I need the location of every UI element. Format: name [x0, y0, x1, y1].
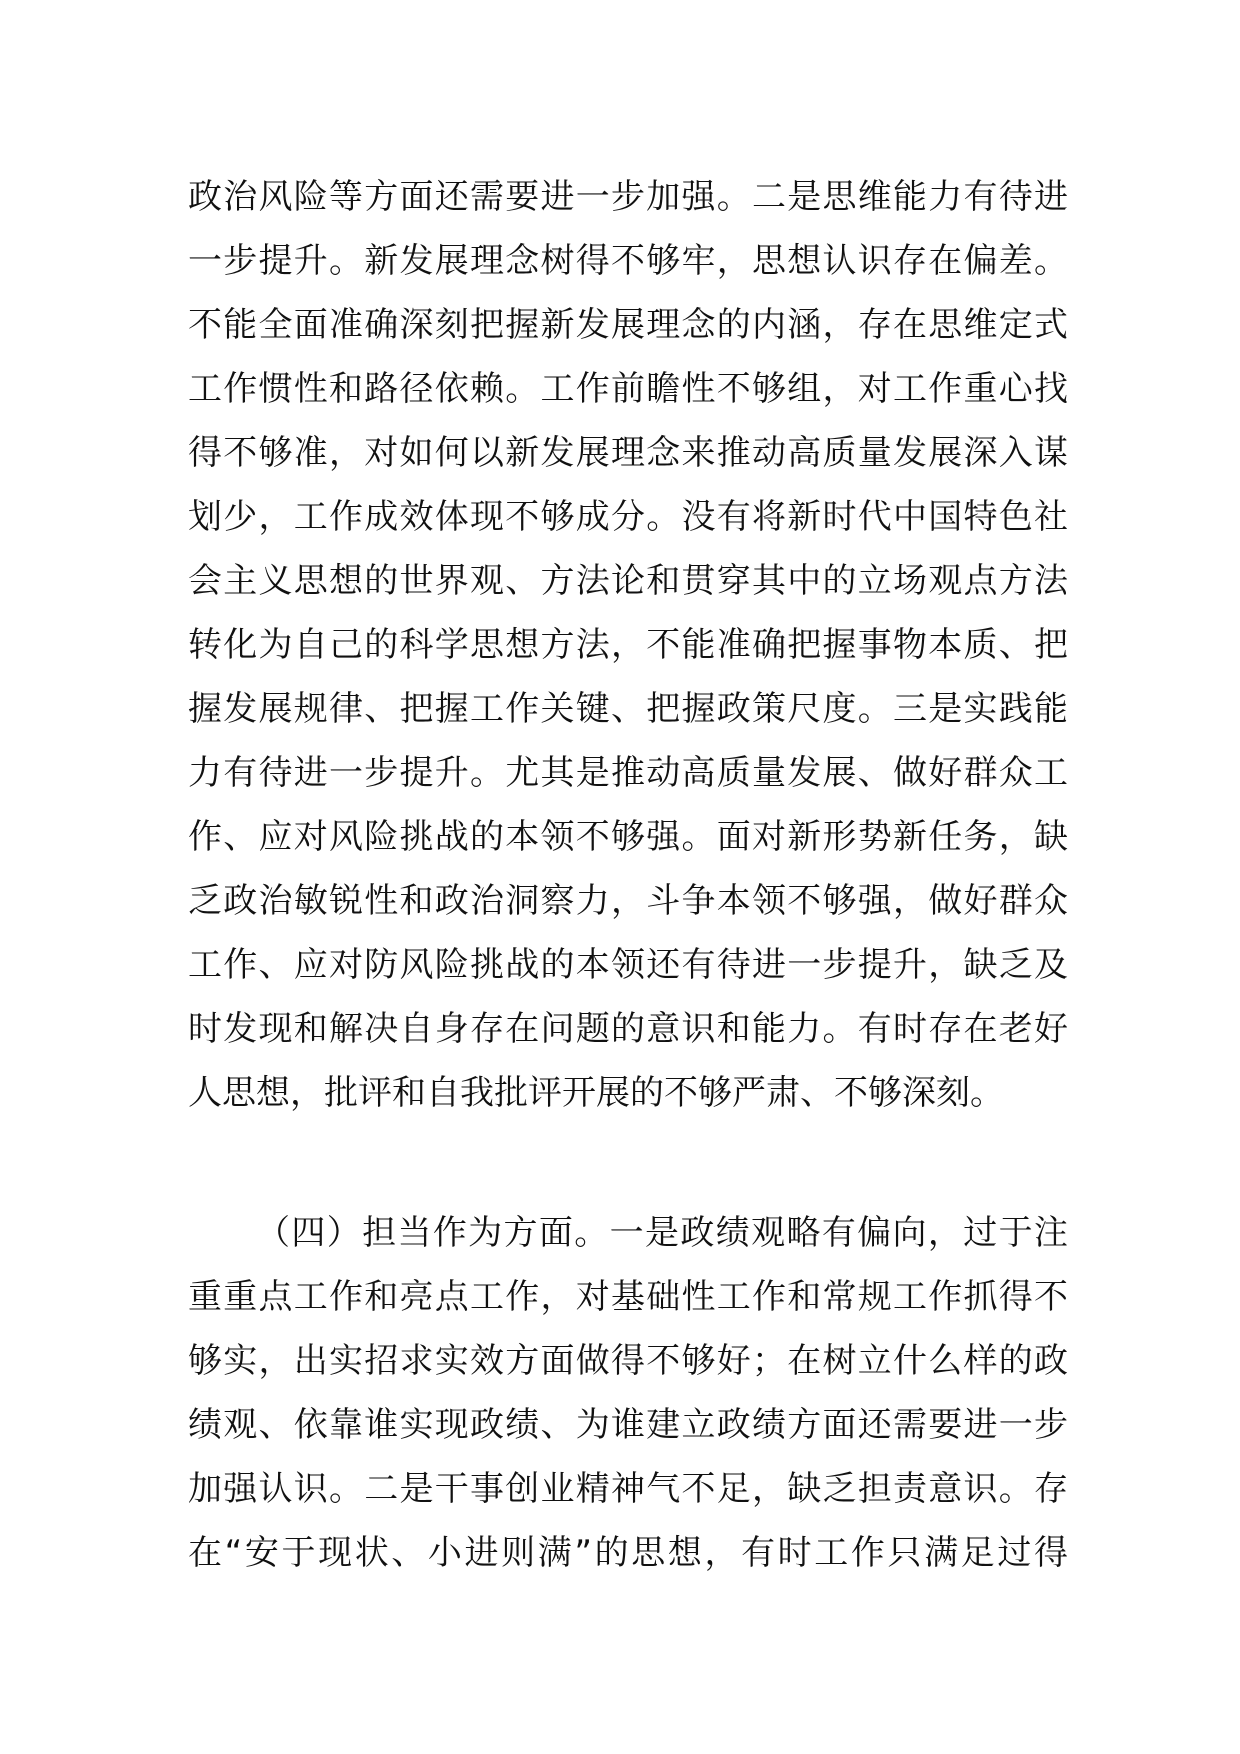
text-line: 政治风险等方面还需要进一步加强。二是思维能力有待进 — [188, 177, 1068, 217]
text-line: 转化为自己的科学思想方法，不能准确把握事物本质、把 — [188, 625, 1068, 665]
text-line: 时发现和解决自身存在问题的意识和能力。有时存在老好 — [188, 1009, 1068, 1049]
text-line: 会主义思想的世界观、方法论和贯穿其中的立场观点方法 — [188, 561, 1068, 601]
text-line: 不能全面准确深刻把握新发展理念的内涵，存在思维定式 — [188, 305, 1068, 345]
text-line: 在“安于现状、小进则满”的思想，有时工作只满足过得 — [188, 1533, 1068, 1573]
text-line: 一步提升。新发展理念树得不够牢，思想认识存在偏差。 — [188, 241, 1068, 281]
text-line: 握发展规律、把握工作关键、把握政策尺度。三是实践能 — [188, 689, 1068, 729]
text-line: 工作惯性和路径依赖。工作前瞻性不够组，对工作重心找 — [188, 369, 1068, 409]
text-line: 够实，出实招求实效方面做得不够好；在树立什么样的政 — [188, 1341, 1068, 1381]
text-line: 绩观、依靠谁实现政绩、为谁建立政绩方面还需要进一步 — [188, 1405, 1068, 1445]
text-line: 加强认识。二是干事创业精神气不足，缺乏担责意识。存 — [188, 1469, 1068, 1509]
text-line: 乏政治敏锐性和政治洞察力，斗争本领不够强，做好群众 — [188, 881, 1068, 921]
text-line: 工作、应对防风险挑战的本领还有待进一步提升，缺乏及 — [188, 945, 1068, 985]
text-line: 划少，工作成效体现不够成分。没有将新时代中国特色社 — [188, 497, 1068, 537]
text-line: 重重点工作和亮点工作，对基础性工作和常规工作抓得不 — [188, 1277, 1068, 1317]
text-line: 得不够准，对如何以新发展理念来推动高质量发展深入谋 — [188, 433, 1068, 473]
text-line: 人思想，批评和自我批评开展的不够严肃、不够深刻。 — [188, 1073, 1004, 1113]
text-line: 力有待进一步提升。尤其是推动高质量发展、做好群众工 — [188, 753, 1068, 793]
text-line: 作、应对风险挑战的本领不够强。面对新形势新任务，缺 — [188, 817, 1068, 857]
text-line: （四）担当作为方面。一是政绩观略有偏向，过于注 — [256, 1213, 1068, 1253]
